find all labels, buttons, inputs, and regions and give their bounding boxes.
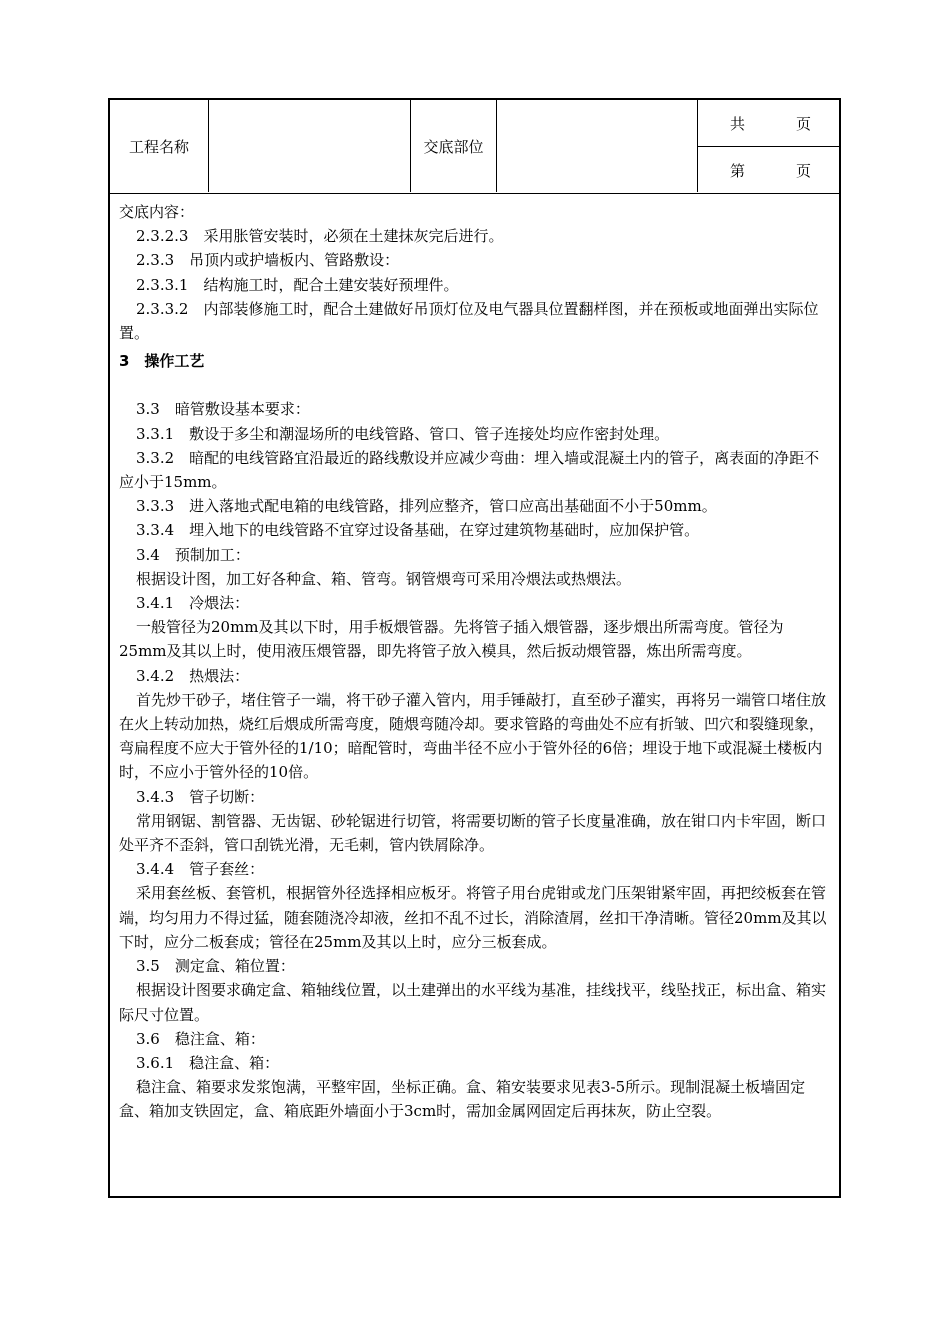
page-no-left: 第 bbox=[730, 161, 746, 180]
paragraph: 3.3.2 暗配的电线管路宜沿最近的路线敷设并应减少弯曲：埋入墙或混凝土内的管子，离表面的净距不应小于15mm。 bbox=[119, 448, 820, 492]
location-value[interactable] bbox=[497, 100, 697, 192]
disclosure-form bbox=[108, 98, 841, 1198]
paragraph: 3.6 稳注盒、箱： bbox=[136, 1029, 265, 1048]
content-line: 2.3.3.1 结构施工时，配合土建安装好预埋件。 bbox=[136, 275, 459, 294]
project-name-label: 工程名称 bbox=[128, 137, 189, 156]
paragraph: 3.4.1 冷煨法： bbox=[136, 594, 250, 613]
paragraph: 3.3.1 敷设于多尘和潮湿场所的电线管路、管口、管子连接处均应作密封处理。 bbox=[136, 424, 670, 443]
paragraph: 一般管径为20mm及其以下时，用手板煨管器。先将管子插入煨管器，逐步煨出所需弯度。管径为25mm及其以上时，使用液压煨管器，即先将管子放入模具，然后扳动煨管器，炼出所需弯度。 bbox=[119, 618, 784, 661]
page-no-right: 页 bbox=[796, 161, 812, 180]
paragraph: 3.4 预制加工： bbox=[136, 545, 250, 564]
paragraph: 根据设计图要求确定盒、箱轴线位置，以土建弹出的水平线为基准，挂线找平，线坠找正，标出盒、箱实际尺寸位置。 bbox=[119, 981, 827, 1024]
spacer bbox=[119, 373, 831, 397]
project-name-value[interactable] bbox=[209, 100, 410, 192]
paragraph: 3.6.1 稳注盒、箱： bbox=[136, 1053, 280, 1072]
total-pages-right: 页 bbox=[796, 114, 812, 133]
content-body bbox=[119, 200, 831, 1124]
content-line: 2.3.3 吊顶内或护墙板内、管路敷设： bbox=[136, 251, 400, 270]
paragraph: 采用套丝板、套管机，根据管外径选择相应板牙。将管子用台虎钳或龙门压架钳紧牢固，再把绞板套在管端，均匀用力不得过猛，随套随浇冷却液，丝扣不乱不过长，消除渣屑，丝扣干净清晰。管径20mm及其以下时，应分二板套成；管径在25mm及其以上时，应分三板套成。 bbox=[119, 884, 827, 951]
content-line: 2.3.3.2 内部装修施工时，配合土建做好吊顶灯位及电气器具位置翻样图，并在预板或地面弹出实际位置。 bbox=[119, 299, 819, 343]
paragraph: 3.3.4 埋入地下的电线管路不宜穿过设备基础，在穿过建筑物基础时，应加保护管。 bbox=[136, 521, 700, 540]
paragraph: 3.5 测定盒、箱位置： bbox=[136, 957, 295, 976]
section-title: 3 操作工艺 bbox=[119, 352, 205, 371]
paragraph: 首先炒干砂子，堵住管子一端，将干砂子灌入管内，用手锤敲打，直至砂子灌实，再将另一端管口堵住放在火上转动加热，烧红后煨成所需弯度，随煨弯随冷却。要求管路的弯曲处不应有折皱、凹穴和裂缝现象，弯扁程度不应大于管外径的1/10；暗配管时，弯曲半径不应小于管外径的6倍；埋设于地下或混凝土楼板内时，不应小于管外径的10倍。 bbox=[119, 690, 827, 782]
form-header bbox=[110, 100, 839, 194]
location-label: 交底部位 bbox=[423, 137, 484, 156]
paragraph: 3.4.4 管子套丝： bbox=[136, 860, 265, 879]
paragraph: 3.3 暗管敷设基本要求： bbox=[136, 400, 310, 419]
paragraph: 3.4.3 管子切断： bbox=[136, 787, 265, 806]
paragraph: 3.4.2 热煨法： bbox=[136, 666, 250, 685]
paragraph: 常用钢锯、割管器、无齿锯、砂轮锯进行切管，将需要切断的管子长度量准确，放在钳口内卡牢固，断口处平齐不歪斜，管口刮铣光滑，无毛刺，管内铁屑除净。 bbox=[119, 811, 827, 855]
divider bbox=[697, 146, 839, 147]
total-pages-left: 共 bbox=[730, 114, 746, 133]
content-line: 2.3.2.3 采用胀管安装时，必须在土建抹灰完后进行。 bbox=[136, 227, 504, 246]
content-label: 交底内容： bbox=[119, 203, 195, 221]
paragraph: 根据设计图，加工好各种盒、箱、管弯。钢管煨弯可采用冷煨法或热煨法。 bbox=[136, 569, 632, 588]
paragraph: 稳注盒、箱要求发浆饱满，平整牢固，坐标正确。盒、箱安装要求见表3-5所示。现制混凝土板墙固定盒、箱加支铁固定，盒、箱底距外墙面小于3cm时，需加金属网固定后再抹灰，防止空裂。 bbox=[119, 1078, 806, 1121]
paragraph: 3.3.3 进入落地式配电箱的电线管路，排列应整齐，管口应高出基础面不小于50mm。 bbox=[136, 497, 717, 516]
